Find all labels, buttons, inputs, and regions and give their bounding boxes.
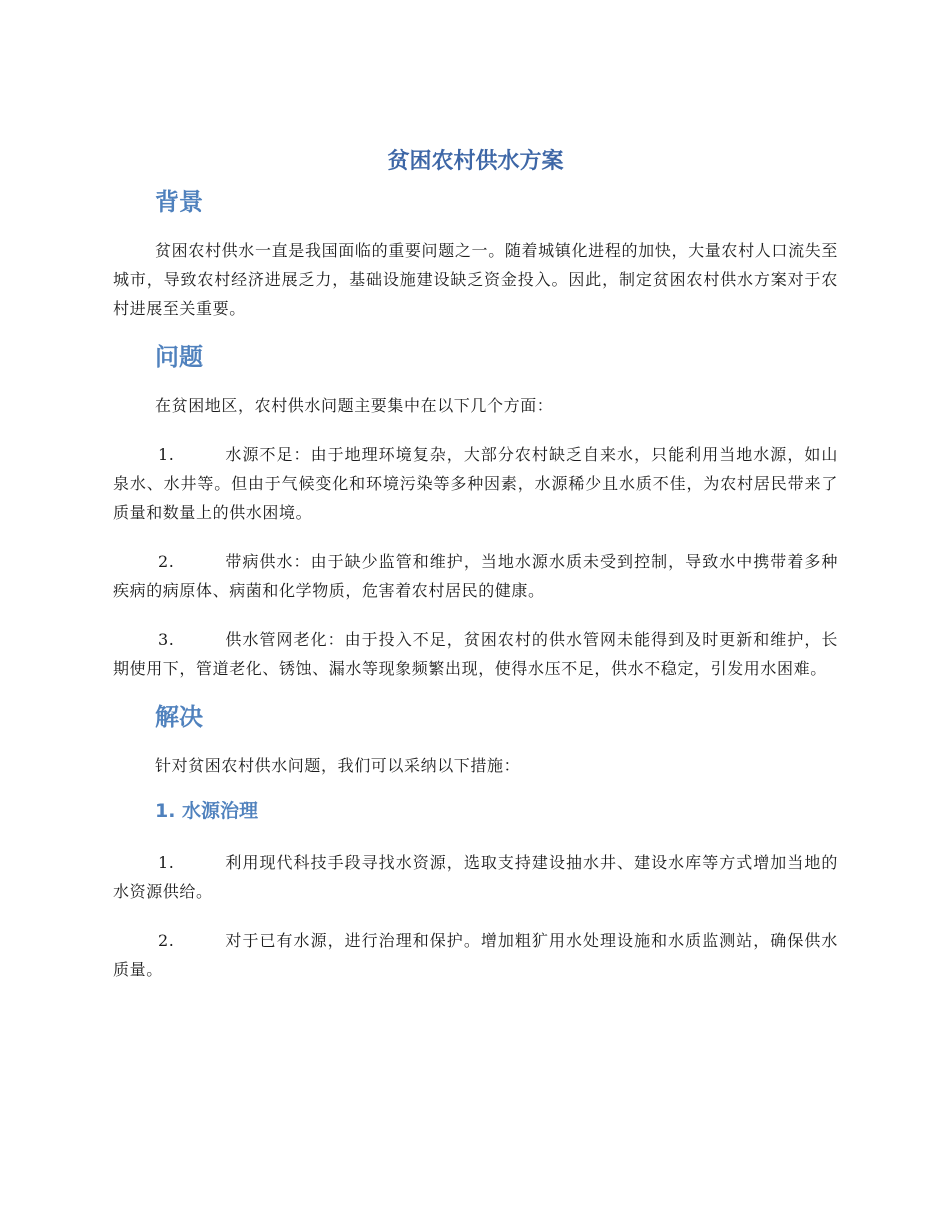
list-item-number: 1. [158,853,175,872]
spacer [113,222,838,236]
list-item-text: 带病供水：由于缺少监管和维护，当地水源水质未受到控制，导致水中携带着多种疾病的病原体、病菌和化学物质，危害着农村居民的健康。 [113,552,838,600]
spacer [113,737,838,751]
spacer [113,420,838,440]
list-item-text: 利用现代科技手段寻找水资源，选取支持建设抽水井、建设水库等方式增加当地的水资源供给。 [113,853,838,901]
spacer [113,605,838,625]
list-item-number: 3. [158,630,175,649]
list-item [113,848,838,906]
section-heading-background: 背景 [155,188,203,216]
list-item [113,625,838,683]
spacer [113,377,838,391]
document-title: 贫困农村供水方案 [387,149,564,174]
section-heading-problems: 问题 [155,343,203,371]
list-item-number: 2. [158,552,175,571]
solutions-intro: 针对贫困农村供水问题，我们可以采纳以下措施： [155,756,521,775]
spacer [113,683,838,697]
list-item-text: 水源不足：由于地理环境复杂，大部分农村缺乏自来水，只能利用当地水源，如山泉水、水井等。但由于气候变化和环境污染等多种因素，水源稀少且水质不佳，为农村居民带来了质量和数量上的供水困境。 [113,445,838,522]
document-body [113,142,838,984]
list-item [113,547,838,605]
subsection-heading-water-source: 1. 水源治理 [155,800,259,822]
list-item [113,926,838,984]
list-item-text: 对于已有水源，进行治理和保护。增加粗犷用水处理设施和水质监测站，确保供水质量。 [113,931,838,979]
list-item-text: 供水管网老化：由于投入不足，贫困农村的供水管网未能得到及时更新和维护，长期使用下，管道老化、锈蚀、漏水等现象频繁出现，使得水压不足，供水不稳定，引发用水困难。 [113,630,838,678]
list-item-number: 1. [158,445,175,464]
problems-intro: 在贫困地区，农村供水问题主要集中在以下几个方面： [155,396,554,415]
spacer [113,906,838,926]
list-item-number: 2. [158,931,175,950]
background-paragraph: 贫困农村供水一直是我国面临的重要问题之一。随着城镇化进程的加快，大量农村人口流失至城市，导致农村经济进展乏力，基础设施建设缺乏资金投入。因此，制定贫困农村供水方案对于农村进展至关重要。 [113,241,838,318]
spacer [113,828,838,848]
spacer [113,323,838,337]
spacer [113,780,838,794]
list-item [113,440,838,527]
spacer [113,527,838,547]
section-heading-solutions: 解决 [155,703,203,731]
